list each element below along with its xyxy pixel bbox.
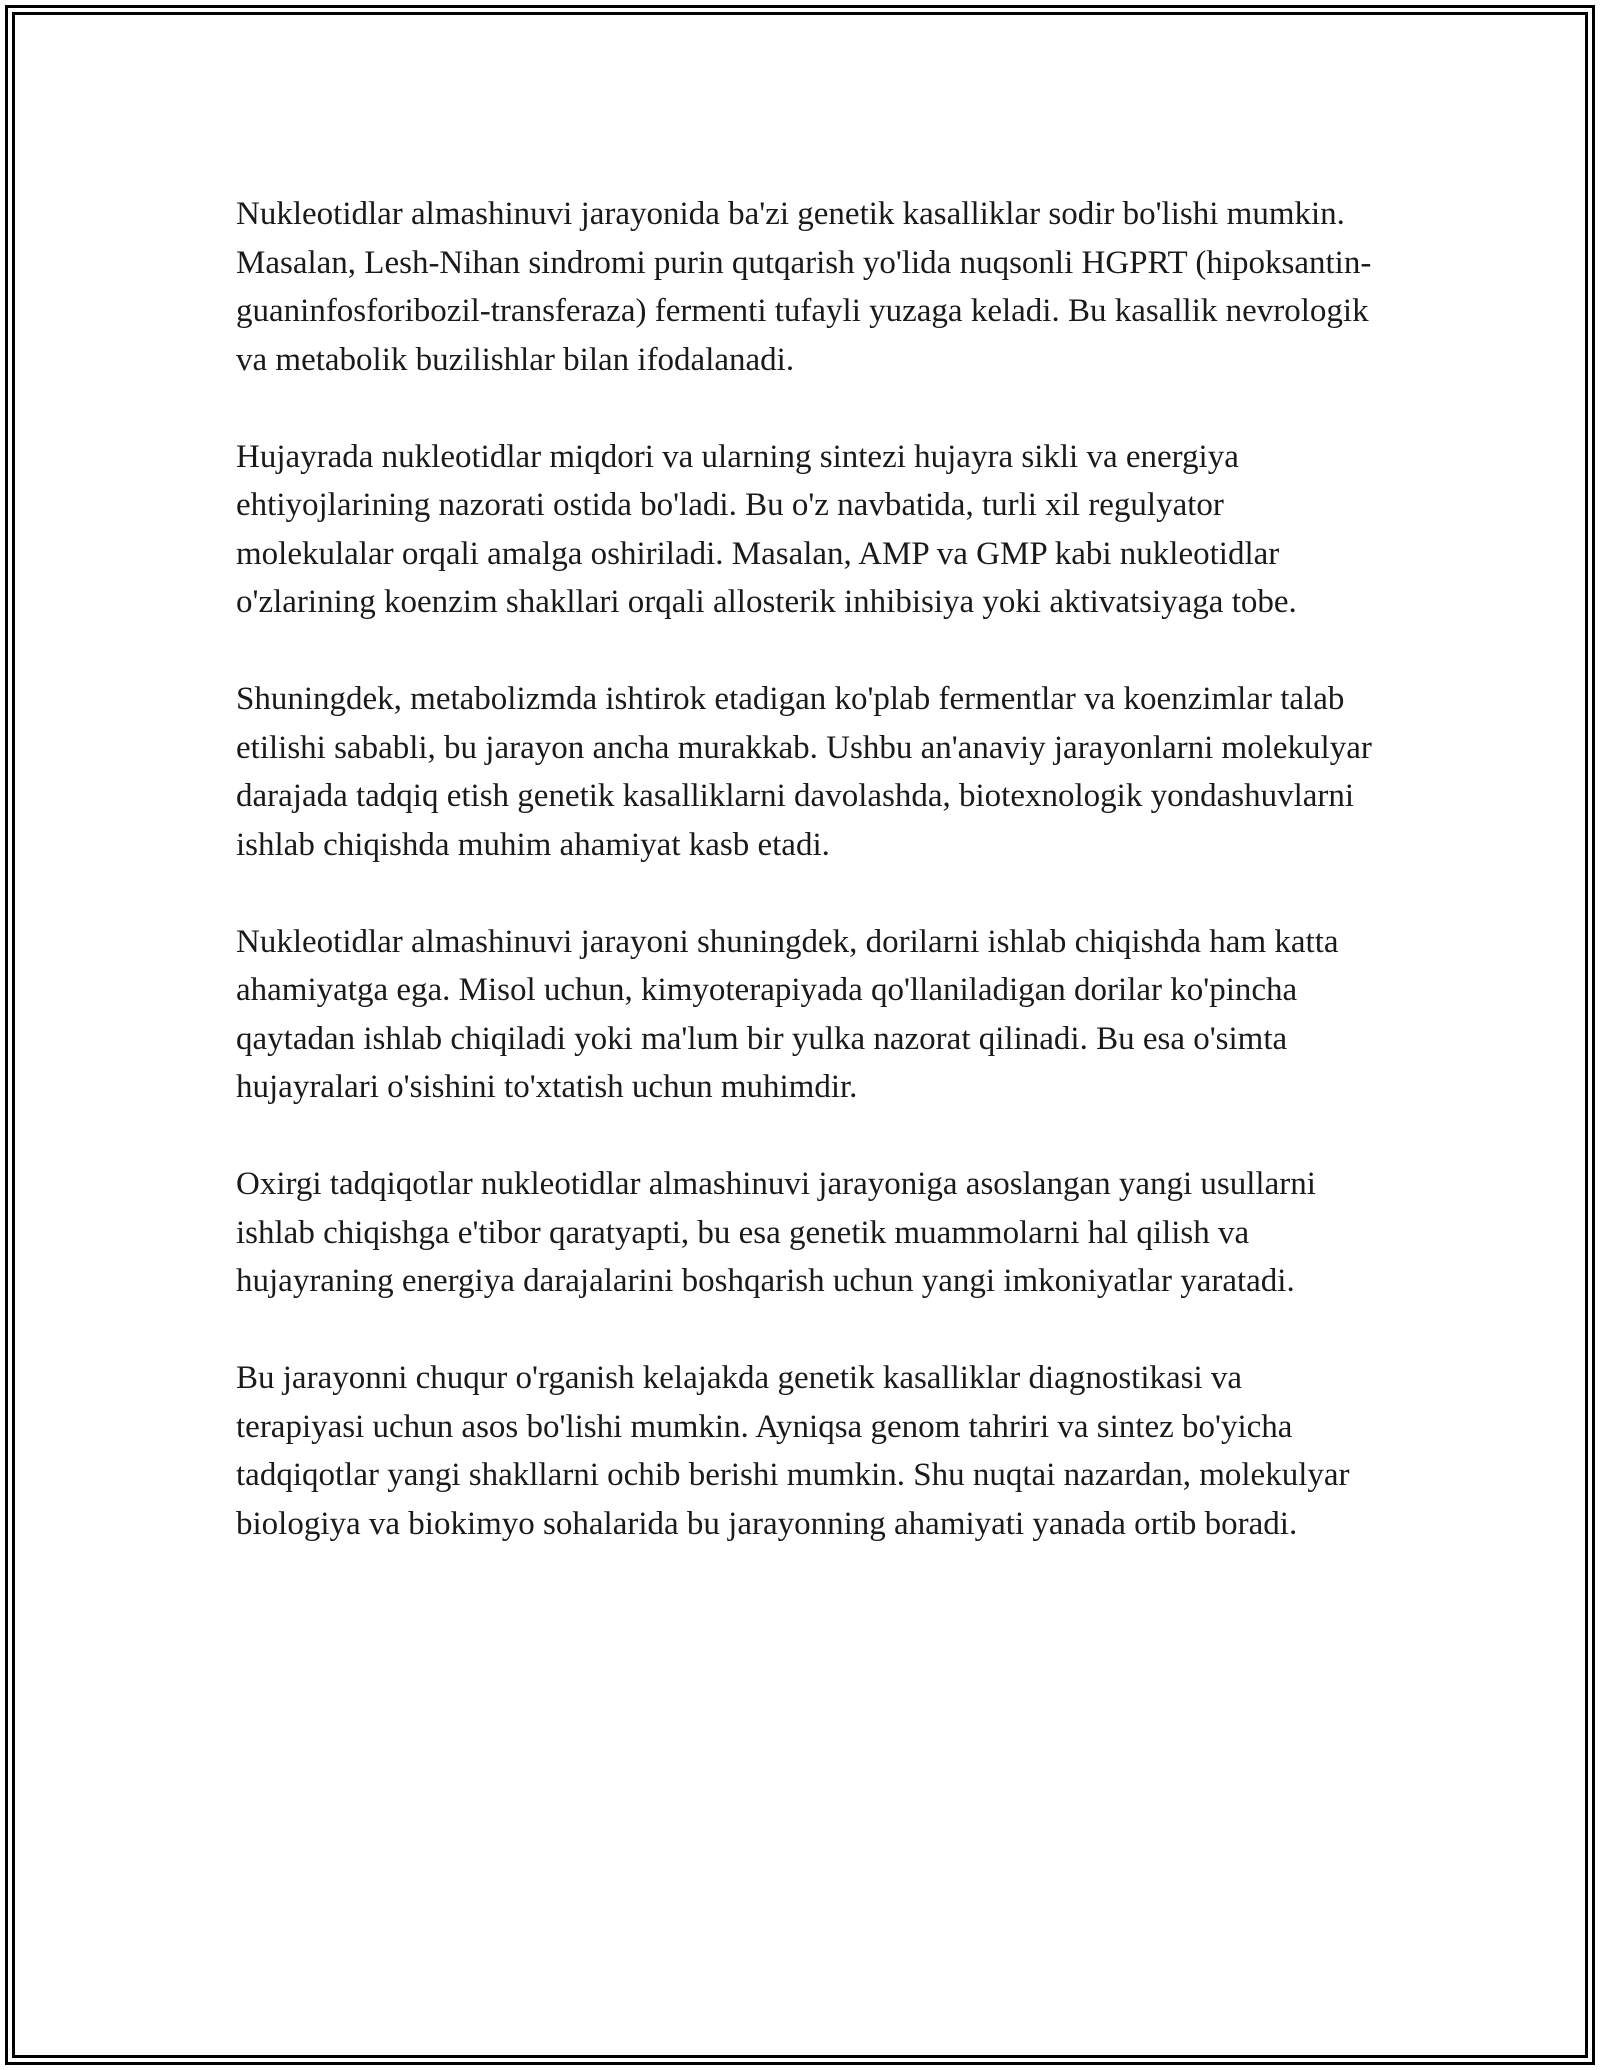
paragraph-5: Oxirgi tadqiqotlar nukleotidlar almashinuvi jarayoniga asoslangan yangi usullarni ishlab chiqishga e'tibor qaratyapti, bu esa genetik muammolarni hal qilish va hujayraning energiya darajalarini boshqarish uchun yangi imkoniyatlar yaratadi. [236, 1166, 1316, 1299]
paragraph-1: Nukleotidlar almashinuvi jarayonida ba'zi genetik kasalliklar sodir bo'lishi mumkin. Masalan, Lesh-Nihan sindromi purin qutqarish yo'lida nuqsonli HGPRT (hipoksantin-guaninfosforibozil-transferaza) fermenti tufayli yuzaga keladi. Bu kasallik nevrologik va metabolik buzilishlar bilan ifodalanadi. [236, 196, 1372, 378]
paragraph-6: Bu jarayonni chuqur o'rganish kelajakda genetik kasalliklar diagnostikasi va terapiyasi uchun asos bo'lishi mumkin. Ayniqsa genom tahriri va sintez bo'yicha tadqiqotlar yangi shakllarni ochib berishi mumkin. Shu nuqtai nazardan, molekulyar biologiya va biokimyo sohalarida bu jarayonning ahamiyati yanada ortib boradi. [236, 1360, 1350, 1542]
paragraph-3: Shuningdek, metabolizmda ishtirok etadigan ko'plab fermentlar va koenzimlar talab etilishi sababli, bu jarayon ancha murakkab. Ushbu an'anaviy jarayonlarni molekulyar darajada tadqiq etish genetik kasalliklarni davolashda, biotexnologik yondashuvlarni ishlab chiqishda muhim ahamiyat kasb etadi. [236, 681, 1372, 863]
document-body [236, 190, 1378, 1597]
paragraph-4: Nukleotidlar almashinuvi jarayoni shuningdek, dorilarni ishlab chiqishda ham katta ahamiyatga ega. Misol uchun, kimyoterapiyada qo'llaniladigan dorilar ko'pincha qaytadan ishlab chiqiladi yoki ma'lum bir yulka nazorat qilinadi. Bu esa o'simta hujayralari o'sishini to'xtatish uchun muhimdir. [236, 923, 1339, 1105]
paragraph-2: Hujayrada nukleotidlar miqdori va ularning sintezi hujayra sikli va energiya ehtiyojlarining nazorati ostida bo'ladi. Bu o'z navbatida, turli xil regulyator molekulalar orqali amalga oshiriladi. Masalan, AMP va GMP kabi nukleotidlar o'zlarining koenzim shakllari orqali allosterik inhibisiya yoki aktivatsiyaga tobe. [236, 438, 1297, 620]
